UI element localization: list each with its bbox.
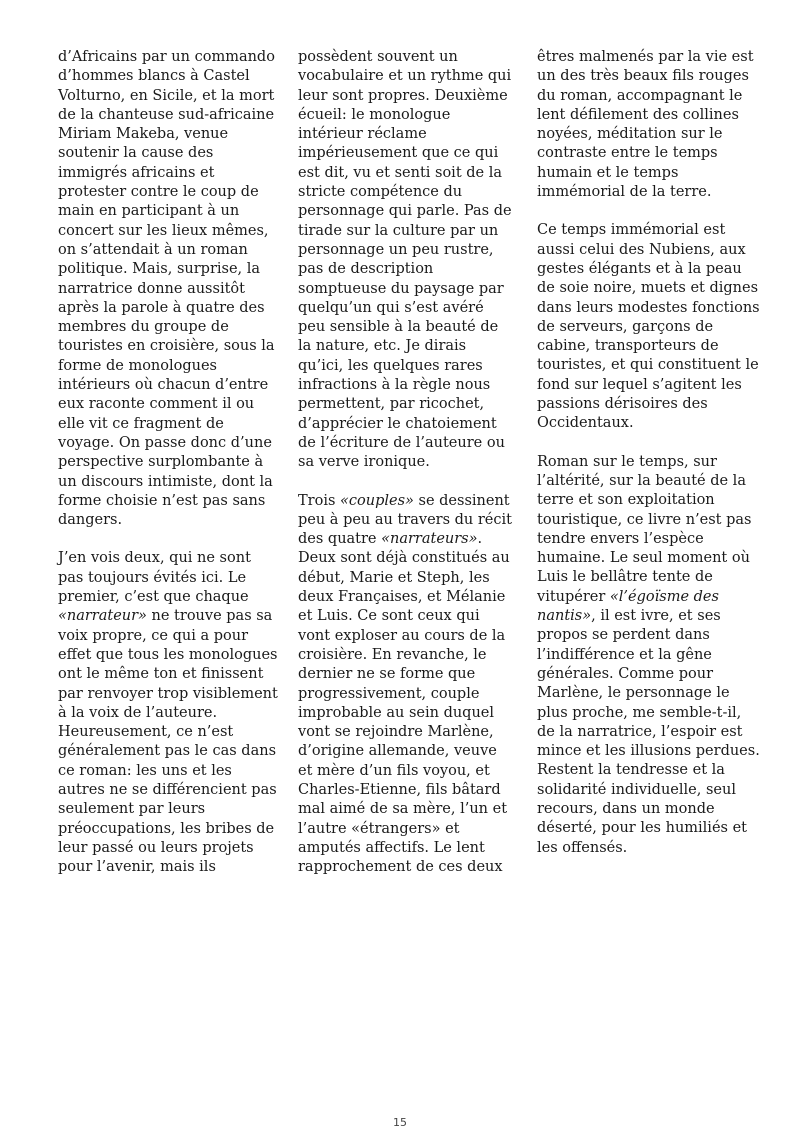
text-run: d’Africains par un commando d’hommes blancs à Castel Volturno, en Sicile, et la mort de la chanteuse sud-africaine Miriam Makeba, venue soutenir la cause des immigrés africains et protester contre le coup de main en participant à un concert sur les lieux mêmes, on s’attendait à un roman politique. Mais, surprise, la narratrice donne aussitôt après la parole à quatre des membres du groupe de touristes en croisière, sous la forme de monologues intérieurs où chacun d’entre eux raconte comment il ou elle vit ce fragment de voyage. On passe donc d’une perspective surplombante à un discours intimiste, dont la forme choisie n’est pas sans dangers. <box>58 49 275 529</box>
paragraph <box>58 549 278 877</box>
text-run: possèdent souvent un vocabulaire et un rythme qui leur sont propres. Deuxième écueil: le monologue intérieur réclame impérieusement que ce qui est dit, vu et senti soit de la stricte compétence du personnage qui parle. Pas de tirade sur la culture par un personnage un peu rustre, pas de description somptueuse du paysage par quelqu’un qui s’est avéré peu sensible à la beauté de la nature, etc. Je dirais qu’ici, les quelques rares infractions à la règle nous permettent, par ricochet, d’apprécier le chatoiement de l’écriture de l’auteure ou sa verve ironique. <box>298 49 512 471</box>
italic-text: «narrateurs» <box>381 531 478 548</box>
paragraph <box>298 492 512 878</box>
paragraph <box>537 453 763 858</box>
text-run: J’en vois deux, qui ne sont pas toujours évités ici. Le premier, c’est que chaque <box>58 550 251 606</box>
text-run: Roman sur le temps, sur l’altérité, sur la beauté de la terre et son exploitation touristique, ce livre n’est pas tendre envers l’espèce humaine. Le seul moment où Luis le bellâtre tente de vitupérer <box>537 453 752 605</box>
text-column-2 <box>298 48 512 896</box>
text-run: Trois <box>298 492 341 509</box>
italic-text: «narrateur» <box>58 608 147 625</box>
italic-text: «l’égoïsme des nantis» <box>537 588 719 625</box>
italic-text: «couples» <box>340 492 414 509</box>
page-number: 15 <box>393 1116 407 1129</box>
text-run: êtres malmenés par la vie est un des très beaux fils rouges du roman, accompagnant le lent défilement des collines noyées, méditation sur le contraste entre le temps humain et le temps immémorial de la terre. <box>537 49 754 201</box>
text-run: Ce temps immémorial est aussi celui des Nubiens, aux gestes élégants et à la peau de soie noire, muets et dignes dans leurs modestes fonctions de serveurs, garçons de cabine, transporteurs de touristes, et qui constituent le fond sur lequel s’agitent les passions dérisoires des Occidentaux. <box>537 222 760 432</box>
paragraph <box>537 221 763 433</box>
paragraph <box>298 48 512 473</box>
text-run: , il est ivre, et ses propos se perdent dans l’indifférence et la gêne générales. Comme pour Marlène, le personnage le plus proche, me semble-t-il, de la narratrice, l’espoir est mince et les illusions perdues. Restent la tendresse et la solidarité individuelle, seul recours, dans un monde déserté, pour les humiliés et les offensés. <box>537 608 760 856</box>
text-run: . Deux sont déjà constitués au début, Marie et Steph, les deux Françaises, et Mélanie et Luis. Ce sont ceux qui vont exploser au cours de la croisière. En revanche, le dernier ne se forme que progressivement, couple improbable au sein duquel vont se rejoindre Marlène, d’origine allemande, veuve et mère d’un fils voyou, et Charles-Etienne, fils bâtard mal aimé de sa mère, l’un et l’autre «étrangers» et amputés affectifs. Le lent rapprochement de ces deux <box>298 531 510 876</box>
paragraph <box>58 48 278 530</box>
text-run: ne trouve pas sa voix propre, ce qui a pour effet que tous les monologues ont le même ton et finissent par renvoyer trop visiblement à la voix de l’auteure. Heureusement, ce n’est généralement pas le cas dans ce roman: les uns et les autres ne se différencient pas seulement par leurs préoccupations, les bribes de leur passé ou leurs projets pour l’avenir, mais ils <box>58 608 278 876</box>
paragraph <box>537 48 763 202</box>
text-column-3 <box>537 48 763 877</box>
text-column-1 <box>58 48 278 896</box>
text-run: se dessinent peu à peu au travers du récit des quatre <box>298 492 512 548</box>
